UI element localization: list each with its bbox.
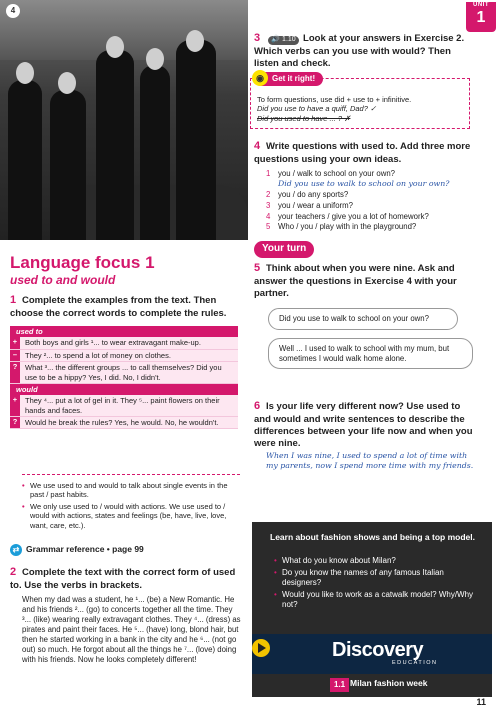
exercise-3 xyxy=(254,32,466,70)
section-title: Language focus 1 xyxy=(10,253,155,272)
discovery-logo: Discovery xyxy=(332,639,424,661)
grammar-reference-link[interactable] xyxy=(10,544,144,556)
table-row: ? What ³... the different groups ... to call themselves? Did you use to be a hippy? Yes, I did. No, I didn't. xyxy=(10,362,238,384)
grammar-reference-text: Grammar reference • page 99 xyxy=(26,544,144,554)
exercise-3-text: Look at your answers in Exercise 2. Which verbs can you use with would? Then listen and check. xyxy=(254,33,465,69)
page-badge: 4 xyxy=(6,4,20,18)
list-item: 4 your teachers / give you a lot of homework? xyxy=(266,211,429,221)
list-item: 2 you / do any sports? xyxy=(266,190,349,200)
play-icon[interactable] xyxy=(252,639,270,657)
table-row: + They ⁴... put a lot of gel in it. They ⁵... paint flowers on their hands and faces. xyxy=(10,395,238,417)
page-number: 11 xyxy=(476,696,486,707)
list-item: 3 you / wear a uniform? xyxy=(266,200,353,210)
rule-item: • We only use used to / would with actions. We use used to / would with actions, states and feelings (be, have, live, love, want, care, etc.). xyxy=(22,501,227,530)
exercise-6-text: Is your life very different now? Use used to and would and write sentences to describe the differences between your life now and when you were nine. xyxy=(254,401,473,449)
exercise-4-text: Write questions with used to. Add three more questions using your own ideas. xyxy=(254,141,471,165)
list-item: • Would you like to work as a catwalk model? Why/Why not? xyxy=(274,590,474,609)
video-number: 1.1 xyxy=(330,678,349,692)
exercise-5 xyxy=(254,262,474,300)
speech-bubble-answer: Well ... I used to walk to school with my mum, but sometimes I would walk home alone. xyxy=(268,338,473,369)
unit-number: 1 xyxy=(476,8,486,26)
get-it-right-line1: To form questions, use did + use to + infinitive. xyxy=(257,95,412,104)
eye-icon: ◉ xyxy=(252,70,268,86)
table-header-would: would xyxy=(10,384,238,395)
list-item: • What do you know about Milan? xyxy=(274,556,396,565)
discovery-education-label: EDUCATION xyxy=(392,660,438,666)
table-header-used-to: used to xyxy=(10,326,238,337)
exercise-1 xyxy=(10,294,242,320)
table-row: + Both boys and girls ¹... to wear extravagant make-up. xyxy=(10,337,238,349)
speech-bubble-question: Did you use to walk to school on your own? xyxy=(268,308,458,330)
exercise-4 xyxy=(254,140,474,233)
exercise-5-number: 5 xyxy=(254,262,261,274)
video-questions xyxy=(274,556,474,612)
rule-item: • We use used to and would to talk about single events in the past / past habits. xyxy=(22,481,228,500)
list-item: • Do you know the names of any famous Italian designers? xyxy=(274,568,444,587)
exercise-6-answer: When I was nine, I used to spend a lot of time with my parents, now I spend more time with my friends. xyxy=(266,451,474,471)
exercise-4-answer: Did you use to walk to school on your own? xyxy=(278,179,450,189)
exercise-2 xyxy=(10,566,242,666)
list-item: 1 you / walk to school on your own? xyxy=(266,168,396,178)
exercise-6-number: 6 xyxy=(254,400,261,412)
your-turn-label: Your turn xyxy=(254,241,314,258)
exercise-6 xyxy=(254,400,476,471)
get-it-right-line2: Did you use to have a quiff, Dad? ✓ xyxy=(257,104,377,114)
rules-box xyxy=(22,474,240,532)
arrow-icon: ⇄ xyxy=(10,544,22,556)
photo-new-romantics xyxy=(0,0,248,240)
exercise-3-number: 3 xyxy=(254,32,261,44)
discovery-video-box xyxy=(252,522,492,697)
unit-label: UNIT xyxy=(473,2,489,8)
section-subtitle: used to and would xyxy=(10,273,116,287)
exercise-5-text: Think about when you were nine. Ask and answer the questions in Exercise 4 with your partner. xyxy=(254,263,457,299)
table-row: ? Would he break the rules? Yes, he would. No, he wouldn't. xyxy=(10,417,238,429)
table-row: – They ²... to spend a lot of money on clothes. xyxy=(10,350,238,362)
video-title[interactable]: Milan fashion week xyxy=(350,678,428,688)
exercise-2-number: 2 xyxy=(10,566,17,578)
get-it-right-line3: Did you used to have ... ? ✗ xyxy=(257,113,351,123)
get-it-right-label: Get it right! xyxy=(254,72,323,86)
exercise-2-text: Complete the text with the correct form of used to. Use the verbs in brackets. xyxy=(10,567,236,591)
audio-track: 1.10 xyxy=(282,36,296,43)
video-intro: Learn about fashion shows and being a top model. xyxy=(270,532,475,542)
unit-badge xyxy=(466,2,496,32)
exercise-1-text: Complete the examples from the text. Then choose the correct words to complete the rules. xyxy=(10,295,227,319)
list-item: 5 Who / you / play with in the playground? xyxy=(266,222,417,232)
audio-icon[interactable]: 🔊 1.10 xyxy=(268,36,298,45)
exercise-4-number: 4 xyxy=(254,140,261,152)
exercise-2-body: When my dad was a student, he ¹... (be) a New Romantic. He and his friends ²... (go) to concerts together all the time. They ³... (like) wearing really extravagant clothes. They ⁴... (dress) as pirates and paint their faces. He ⁵... (have) long, blond hair, but then he started working in a bank in the city and he ⁶... (not go out) so much. He forgot about all the things he ⁷... (love) doing with his friends. Now he looks completely different! xyxy=(22,594,241,665)
grammar-table xyxy=(10,326,238,429)
exercise-1-number: 1 xyxy=(10,294,17,306)
